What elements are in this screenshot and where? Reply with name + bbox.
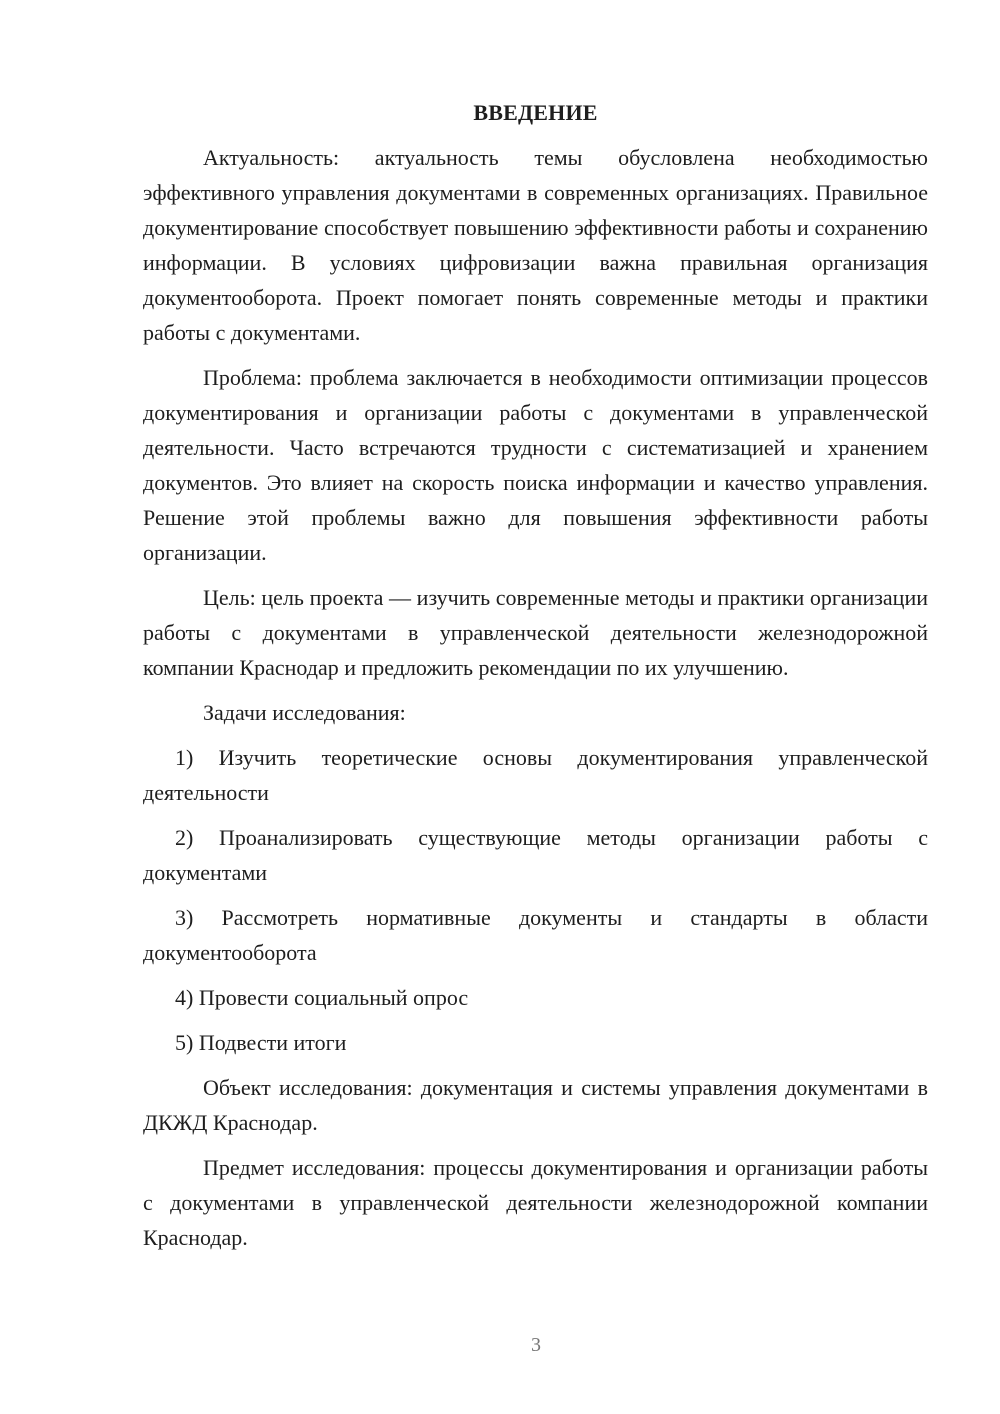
tasks-heading: Задачи исследования:: [203, 700, 406, 725]
subject-paragraph: Предмет исследования: процессы документирования и организации работы с документами в управленческой деятельности железнодорожной компании Краснодар.: [143, 1155, 928, 1250]
document-body: [143, 95, 928, 1265]
task-item-3: 3) Рассмотреть нормативные документы и стандарты в области документооборота: [143, 905, 928, 965]
problem-paragraph: Проблема: проблема заключается в необходимости оптимизации процессов документирования и организации работы с документами в управленческой деятельности. Часто встречаются трудности с систематизацией и хранением документов. Это влияет на скорость поиска информации и качество управления. Решение этой проблемы важно для повышения эффективности работы организации.: [143, 365, 928, 565]
page-number: 3: [531, 1334, 541, 1356]
relevance-paragraph: Актуальность: актуальность темы обусловлена необходимостью эффективного управления документами в современных организациях. Правильное документирование способствует повышению эффективности работы и сохранению информации. В условиях цифровизации важна правильная организация документооборота. Проект помогает понять современные методы и практики работы с документами.: [143, 145, 928, 345]
page-title: ВВЕДЕНИЕ: [473, 100, 598, 125]
task-item-1: 1) Изучить теоретические основы документирования управленческой деятельности: [143, 745, 928, 805]
task-item-2: 2) Проанализировать существующие методы организации работы с документами: [143, 825, 928, 885]
object-paragraph: Объект исследования: документация и системы управления документами в ДКЖД Краснодар.: [143, 1075, 928, 1135]
goal-paragraph: Цель: цель проекта — изучить современные методы и практики организации работы с документами в управленческой деятельности железнодорожной компании Краснодар и предложить рекомендации по их улучшению.: [143, 585, 928, 680]
task-item-5: 5) Подвести итоги: [175, 1030, 347, 1055]
task-item-4: 4) Провести социальный опрос: [175, 985, 469, 1010]
